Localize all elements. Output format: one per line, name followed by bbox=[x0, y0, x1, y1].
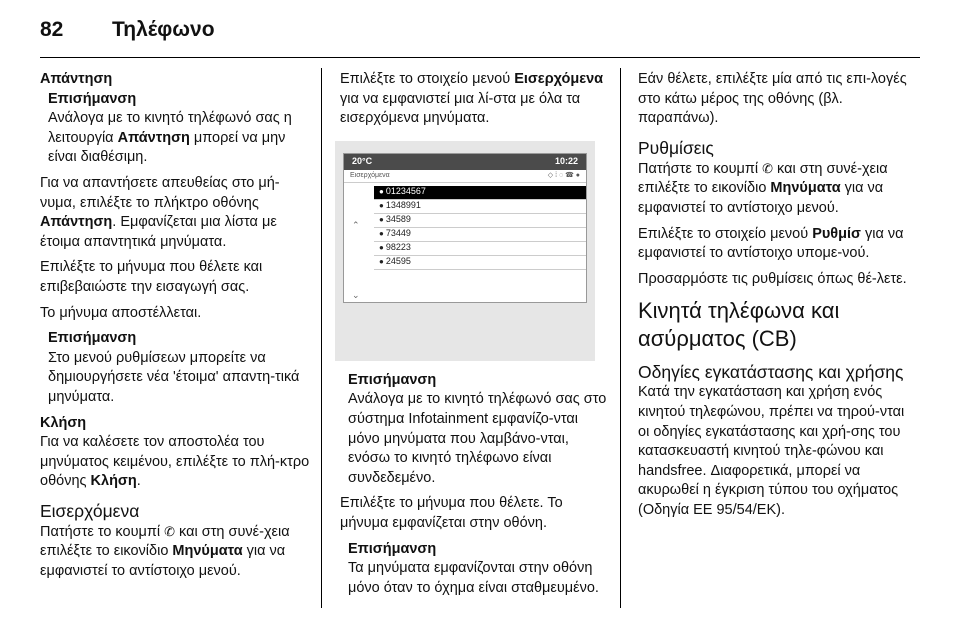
message-icon: ● bbox=[379, 187, 384, 197]
message-icon: ● bbox=[379, 201, 384, 211]
message-icon: ● bbox=[379, 257, 384, 267]
infotainment-screen bbox=[343, 153, 587, 303]
paragraph: Επιλέξτε το στοιχείο μενού Ρυθμίσ για να εμφανιστεί το αντίστοιχο υπομε-νού. bbox=[638, 225, 904, 262]
page-title: Τηλέφωνο bbox=[112, 18, 215, 41]
heading-settings: Ρυθμίσεις bbox=[638, 137, 714, 158]
paragraph: Επιλέξτε το μήνυμα που θέλετε και επιβεβαιώστε την εισαγωγή σας. bbox=[40, 259, 263, 295]
paragraph: Επιλέξτε το στοιχείο μενού Εισερχόμενα για να εμφανιστεί μια λί-στα με όλα τα εισερχόμενα μηνύματα. bbox=[340, 71, 604, 127]
column-3 bbox=[638, 70, 908, 527]
paragraph: Πατήστε το κουμπί ✆ και στη συνέ-χεια επιλέξτε το εικονίδιο Μηνύματα για να εμφανιστεί το αντίστοιχο μενού. bbox=[638, 160, 888, 216]
note-received: Επισήμανση Ανάλογα με το κινητό τηλέφωνό σας στο σύστημα Infotainment εμφανίζο-νται μόνο μηνύματα που λαμβάνο-νται, ενόσω το κινητό τηλέφωνο είναι συνδεδεμένο. bbox=[348, 371, 607, 486]
subtitle-bar bbox=[344, 170, 586, 183]
scroll-up-icon[interactable]: ⌃ bbox=[352, 219, 360, 230]
heading-mobile-phones: Κινητά τηλέφωνα και ασύρματος (CB) bbox=[638, 298, 840, 352]
note-parked: Επισήμανση Τα μηνύματα εμφανίζονται στην οθόνη μόνο όταν το όχημα είναι σταθμευμένο. bbox=[340, 540, 608, 599]
note-title: Επισήμανση bbox=[48, 330, 137, 347]
heading-installation: Οδηγίες εγκατάστασης και χρήσης bbox=[638, 362, 904, 383]
temperature: 20°C bbox=[352, 155, 373, 166]
page-header bbox=[40, 18, 215, 48]
paragraph: Κατά την εγκατάσταση και χρήση ενός κινητού τηλεφώνου, πρέπει να τηρού-νται οι οδηγίες εγκατάστασης και χρή-σης του κατασκευαστή κινητού τηλε-φώνου και handsfree. Διαφορετικά, μπορεί να ακυρωθεί η έγκριση τύπου του οχήματος (Οδηγία ΕΕ 95/54/ΕΚ). bbox=[638, 384, 905, 518]
inbox-screenshot bbox=[335, 141, 595, 361]
column-1 bbox=[40, 70, 312, 588]
list-item[interactable]: ● 34589 bbox=[374, 214, 586, 228]
list-item[interactable]: ● 98223 bbox=[374, 242, 586, 256]
phone-icon: ✆ bbox=[762, 160, 774, 176]
note-title: Επισήμανση bbox=[348, 371, 437, 388]
note-answer: Επισήμανση Ανάλογα με το κινητό τηλέφωνό σας η λειτουργία Απάντηση μπορεί να μην είναι διαθέσιμη. bbox=[40, 90, 312, 168]
message-icon: ● bbox=[379, 215, 384, 225]
scroll-arrows[interactable] bbox=[352, 190, 360, 330]
list-item[interactable]: ● 1348991 bbox=[374, 200, 586, 214]
screen-subtitle: Εισερχόμενα bbox=[350, 171, 390, 179]
paragraph: Για να απαντήσετε απευθείας στο μή-νυμα, επιλέξτε το πλήκτρο οθόνης Απάντηση. Εμφανίζεται μια λίστα με έτοιμα απαντητικά μηνύματα. bbox=[40, 174, 280, 250]
paragraph: Για να καλέσετε τον αποστολέα του μηνύματος κειμένου, επιλέξτε το πλή-κτρο οθόνης Κλήση. bbox=[40, 434, 310, 490]
note-title: Επισήμανση bbox=[48, 90, 137, 107]
list-item[interactable]: ● 73449 bbox=[374, 228, 586, 242]
paragraph: Επιλέξτε το μήνυμα που θέλετε. Το μήνυμα εμφανίζεται στην οθόνη. bbox=[340, 495, 563, 531]
scroll-down-icon[interactable]: ⌄ bbox=[352, 289, 360, 300]
note-title: Επισήμανση bbox=[348, 540, 437, 557]
heading-answer: Απάντηση bbox=[40, 71, 113, 87]
column-divider-1 bbox=[321, 68, 322, 608]
message-list bbox=[374, 186, 586, 270]
paragraph: Το μήνυμα αποστέλλεται. bbox=[40, 304, 202, 321]
column-divider-2 bbox=[620, 68, 621, 608]
note-settings: Επισήμανση Στο μενού ρυθμίσεων μπορείτε να δημιουργήσετε νέα 'έτοιμα' απαντη-τικά μηνύματα. bbox=[40, 329, 312, 407]
message-icon: ● bbox=[379, 243, 384, 253]
paragraph: Πατήστε το κουμπί ✆ και στη συνέ-χεια επιλέξτε το εικονίδιο Μηνύματα για να εμφανιστεί το αντίστοιχο μενού. bbox=[40, 523, 290, 580]
status-icons: ◇ ⁞ ◌ ☎ ● bbox=[547, 171, 580, 179]
heading-inbox: Εισερχόμενα bbox=[40, 500, 140, 521]
page-number: 82 bbox=[40, 18, 64, 41]
heading-call: Κλήση bbox=[40, 414, 87, 431]
paragraph: Εάν θέλετε, επιλέξτε μία από τις επι-λογές στο κάτω μέρος της οθόνης (βλ. παραπάνω). bbox=[638, 71, 907, 127]
column-2 bbox=[340, 70, 608, 604]
clock: 10:22 bbox=[554, 155, 578, 166]
message-icon: ● bbox=[379, 229, 384, 239]
paragraph: Προσαρμόστε τις ρυθμίσεις όπως θέ-λετε. bbox=[638, 270, 907, 287]
phone-icon: ✆ bbox=[164, 523, 176, 539]
list-item[interactable]: ● 24595 bbox=[374, 256, 586, 270]
list-item[interactable]: ● 01234567 bbox=[374, 186, 586, 200]
header-rule bbox=[40, 57, 920, 58]
